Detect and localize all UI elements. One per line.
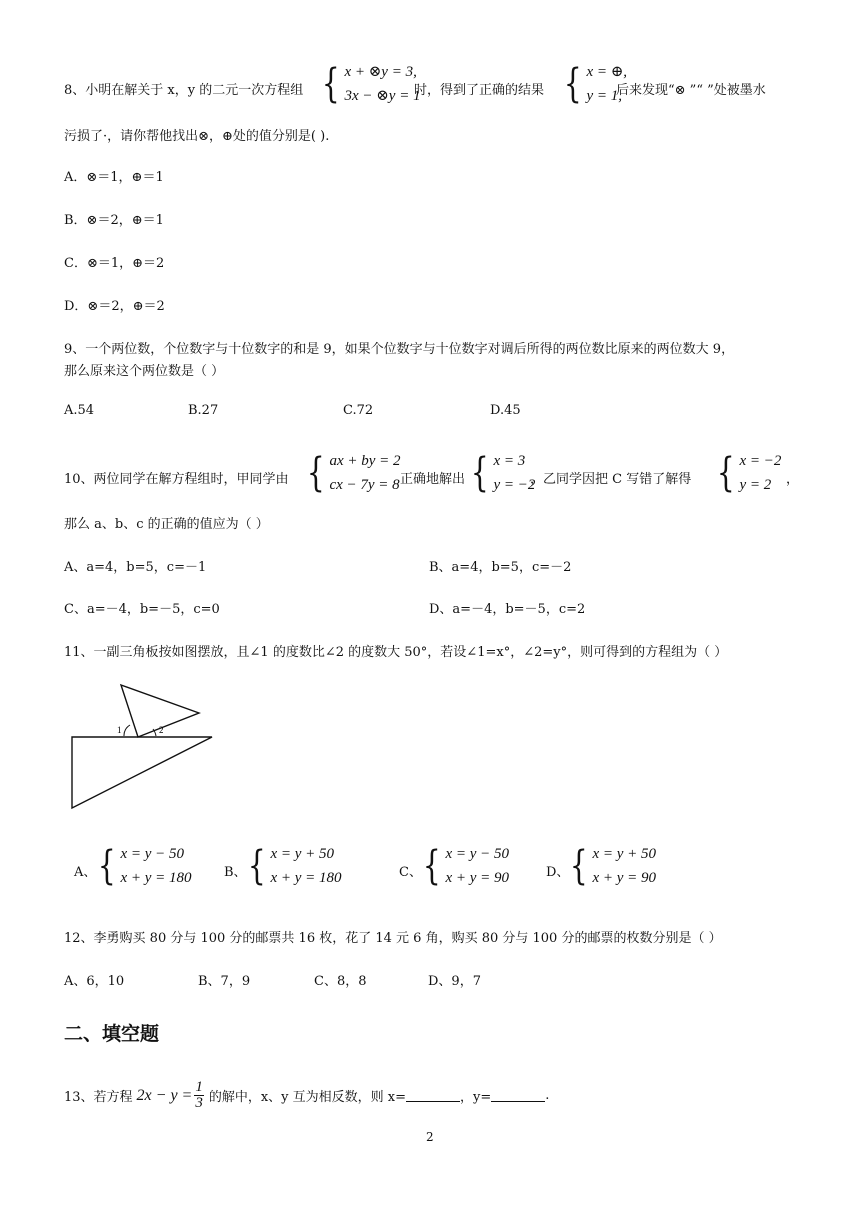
q9-option-c: C.72 [343, 403, 374, 418]
q13-middle: 的解中，x、y 互为相反数，则 x= [208, 1090, 407, 1105]
q10-text-c: ，乙同学因把 C 写错了解得 [530, 472, 692, 487]
q9-text-line1: 9、一个两位数，个位数字与十位数字的和是 9，如果个位数字与十位数字对调后所得的两位数比原来的两位数大 9， [64, 342, 735, 357]
q10-sys1-eq1: ax + by = 2 [329, 453, 401, 469]
q12-text-line1: 12、李勇购买 80 分与 100 分的邮票共 16 枚，花了 14 元 6 角，购买 80 分与 100 分的邮票的枚数分别是（ ） [64, 931, 722, 946]
q11-option-a-eq2: x + y = 180 [120, 870, 192, 886]
q13-equation: 2x − y = [136, 1086, 193, 1104]
brace-icon: { [422, 843, 441, 889]
q11-option-a-eq1: x = y − 50 [120, 846, 185, 862]
q11-option-d-system [566, 842, 656, 890]
q11-option-a-label: A、 [74, 865, 97, 880]
brace-icon: { [321, 61, 340, 107]
q13-middle2: ，y= [460, 1090, 492, 1105]
q9-option-a: A.54 [64, 403, 95, 418]
q13-y-blank[interactable] [491, 1089, 545, 1102]
angle-2-label: 2 [159, 725, 164, 735]
q8-sys2-eq1: x = ⊕, [586, 64, 628, 80]
brace-icon: { [716, 450, 735, 496]
q11-option-c-eq1: x = y − 50 [445, 846, 510, 862]
q8-sys1-eq1: x + ⊗y = 3, [344, 64, 417, 80]
q8-system-1 [318, 60, 421, 108]
large-triangle [72, 737, 212, 808]
q8-text-b: 时，得到了正确的结果 [414, 83, 545, 98]
brace-icon: { [470, 450, 489, 496]
q13-frac-den: 3 [195, 1095, 203, 1111]
q11-option-c-label: C、 [399, 865, 422, 880]
brace-icon: { [247, 843, 266, 889]
q11-option-b-system [244, 842, 342, 890]
triangle-set-figure [60, 678, 220, 812]
q12-option-d: D、9，7 [428, 974, 481, 989]
q10-option-d: D、a=－4，b=－5，c=2 [429, 602, 586, 617]
brace-icon: { [563, 61, 582, 107]
q8-option-d: D．⊗＝2，⊕＝2 [64, 299, 165, 314]
q11-option-d-label: D、 [546, 865, 570, 880]
q10-sys3-eq2: y = 2 [739, 477, 772, 493]
q10-option-c: C、a=－4，b=－5，c=0 [64, 602, 220, 617]
q11-option-b-eq1: x = y + 50 [270, 846, 335, 862]
q10-sys2-eq1: x = 3 [493, 453, 526, 469]
q10-option-a: A、a=4，b=5，c=－1 [64, 560, 207, 575]
q8-sys2-eq2: y = 1, [586, 88, 622, 104]
q11-option-d-eq1: x = y + 50 [592, 846, 657, 862]
q13-fraction [194, 1080, 204, 1111]
q10-sys3-eq1: x = −2 [739, 453, 782, 469]
q9-text-line2: 那么原来这个两位数是（ ） [64, 364, 225, 379]
q11-option-c-system [419, 842, 509, 890]
q11-option-b-eq2: x + y = 180 [270, 870, 342, 886]
q10-system-2 [467, 449, 535, 497]
q10-system-1 [303, 449, 401, 497]
angle-1-arc [124, 725, 130, 736]
q12-option-c: C、8，8 [314, 974, 367, 989]
q8-option-a: A．⊗＝1，⊕＝1 [64, 170, 164, 185]
q13-line [64, 1080, 549, 1111]
brace-icon: { [569, 843, 588, 889]
brace-icon: { [97, 843, 116, 889]
q11-option-a-system [94, 842, 192, 890]
q10-sys1-eq2: cx − 7y = 8 [329, 477, 400, 493]
q8-text-a: 8、小明在解关于 x，y 的二元一次方程组 [64, 83, 304, 98]
section-heading: 二、填空题 [64, 1023, 160, 1045]
q11-option-c-eq2: x + y = 90 [445, 870, 510, 886]
q8-text-line2: 污损了·，请你帮他找出⊗，⊕处的值分别是( ). [64, 129, 330, 144]
q11-option-d-eq2: x + y = 90 [592, 870, 657, 886]
q10-text-line2: 那么 a、b、c 的正确的值应为（ ） [64, 517, 269, 532]
q12-option-b: B、7，9 [198, 974, 251, 989]
angle-1-label: 1 [117, 725, 122, 735]
q8-option-b: B．⊗＝2，⊕＝1 [64, 213, 164, 228]
q12-option-a: A、6，10 [64, 974, 125, 989]
q9-option-d: D.45 [490, 403, 521, 418]
q13-suffix: . [545, 1088, 550, 1103]
q10-sys2-eq2: y = −2 [493, 477, 536, 493]
q11-option-b-label: B、 [224, 865, 247, 880]
q11-text-line1: 11、一副三角板按如图摆放，且∠1 的度数比∠2 的度数大 50°，若设∠1=x°，∠2=y°，则可得到的方程组为（ ） [64, 645, 728, 660]
q10-system-3 [713, 449, 781, 497]
q13-x-blank[interactable] [406, 1089, 460, 1102]
q13-prefix: 13、若方程 [64, 1090, 133, 1105]
q10-text-a: 10、两位同学在解方程组时，甲同学由 [64, 472, 289, 487]
brace-icon: { [306, 450, 325, 496]
q9-option-b: B.27 [188, 403, 219, 418]
q8-text-c: 后来发现“⊗ ”“ ”处被墨水 [616, 83, 766, 98]
q10-text-d: ， [786, 472, 800, 487]
q10-text-b: 正确地解出 [400, 472, 466, 487]
page-number: 2 [426, 1130, 434, 1144]
q8-option-c: C．⊗＝1，⊕＝2 [64, 256, 165, 271]
q8-sys1-eq2: 3x − ⊗y = 1 [344, 88, 421, 104]
q13-frac-num: 1 [195, 1079, 203, 1095]
q10-option-b: B、a=4，b=5，c=－2 [429, 560, 572, 575]
